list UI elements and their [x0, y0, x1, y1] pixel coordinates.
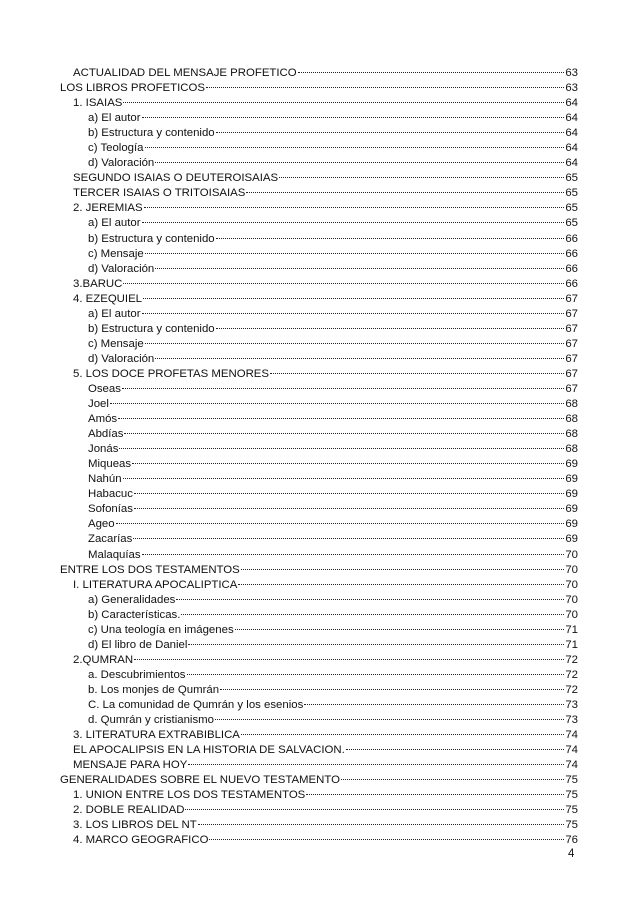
toc-entry-title: b) Estructura y contenido — [88, 127, 215, 140]
toc-entry-page: 69 — [565, 503, 578, 516]
dot-leader — [123, 467, 565, 482]
toc-entry[interactable] — [60, 497, 578, 516]
toc-entry[interactable] — [60, 422, 578, 441]
dot-leader — [209, 828, 564, 843]
dot-leader — [279, 166, 564, 181]
toc-entry-page: 75 — [565, 804, 578, 817]
toc-entry-title: a) El autor — [88, 217, 141, 230]
toc-entry-page: 66 — [565, 247, 578, 260]
toc-entry[interactable] — [60, 106, 578, 125]
dot-leader — [198, 813, 565, 828]
toc-entry-title: d. Qumrán y cristianismo — [88, 714, 214, 727]
toc-entry-page: 65 — [565, 187, 578, 200]
toc-entry-title: a) El autor — [88, 112, 141, 125]
toc-entry-title: Miqueas — [88, 458, 132, 471]
toc-entry-page: 73 — [565, 698, 578, 711]
toc-entry[interactable] — [60, 272, 578, 290]
dot-leader — [132, 452, 564, 467]
toc-entry-title: Jonás — [88, 443, 119, 456]
dot-leader — [123, 91, 564, 106]
toc-entry-title: c) Mensaje — [88, 337, 144, 350]
toc-entry-page: 67 — [565, 382, 578, 395]
toc-entry-page: 65 — [565, 217, 578, 230]
toc-entry-title: I. LITERATURA APOCALIPTICA — [73, 578, 238, 591]
dot-leader — [134, 497, 564, 512]
dot-leader — [215, 708, 564, 723]
toc-entry-title: c) Mensaje — [88, 247, 144, 260]
toc-entry-title: GENERALIDADES SOBRE EL NUEVO TESTAMENTO — [60, 774, 340, 787]
toc-entry[interactable] — [60, 467, 578, 486]
toc-entry-title: c) Una teología en imágenes — [88, 623, 234, 636]
table-of-contents — [60, 61, 578, 847]
dot-leader — [220, 678, 564, 693]
page-number: 4 — [568, 848, 575, 860]
toc-entry-title: a. Descubrimientos — [88, 668, 186, 681]
toc-entry-title: a) Generalidades — [88, 593, 176, 606]
dot-leader — [110, 392, 564, 407]
toc-entry[interactable] — [60, 287, 578, 305]
dot-leader — [216, 121, 565, 136]
dot-leader — [181, 603, 564, 618]
toc-entry-title: SEGUNDO ISAIAS O DEUTEROISAIAS — [73, 172, 279, 185]
dot-leader — [241, 558, 565, 573]
toc-entry[interactable] — [60, 527, 578, 546]
toc-entry-title: Zacarías — [88, 533, 133, 546]
dot-leader — [238, 573, 564, 588]
toc-entry-title: Habacuc — [88, 488, 133, 501]
toc-entry-page: 64 — [565, 142, 578, 155]
toc-entry-page: 70 — [565, 578, 578, 591]
toc-entry[interactable] — [60, 61, 578, 79]
toc-entry-title: Oseas — [88, 382, 121, 395]
toc-entry-page: 71 — [565, 623, 578, 636]
toc-entry-page: 67 — [565, 352, 578, 365]
toc-entry-page: 63 — [565, 67, 578, 79]
toc-entry-page: 72 — [565, 653, 578, 666]
toc-entry-page: 64 — [565, 112, 578, 125]
toc-entry[interactable] — [60, 482, 578, 501]
dot-leader — [216, 317, 565, 332]
toc-entry[interactable] — [60, 543, 578, 561]
dot-leader — [116, 512, 565, 527]
dot-leader — [241, 723, 564, 738]
toc-entry-page: 67 — [565, 337, 578, 350]
toc-entry-page: 69 — [565, 518, 578, 531]
toc-entry-title: 1. ISAIAS — [73, 97, 123, 110]
toc-entry-page: 68 — [565, 413, 578, 426]
toc-entry-title: ACTUALIDAD DEL MENSAJE PROFETICO — [73, 67, 297, 79]
toc-entry-title: Malaquías — [88, 548, 141, 561]
toc-entry-page: 67 — [565, 307, 578, 320]
dot-leader — [155, 151, 564, 166]
toc-entry-title: 3. LITERATURA EXTRABIBLICA — [73, 729, 240, 742]
dot-leader — [134, 648, 564, 663]
toc-entry-title: Sofonías — [88, 503, 133, 516]
toc-entry-page: 75 — [565, 774, 578, 787]
dot-leader — [216, 227, 565, 242]
toc-entry-title: ENTRE LOS DOS TESTAMENTOS — [60, 563, 240, 576]
toc-entry[interactable] — [60, 377, 578, 395]
toc-entry-page: 66 — [565, 277, 578, 290]
toc-entry-title: d) Valoración — [88, 352, 155, 365]
dot-leader — [142, 302, 565, 317]
toc-entry-page: 63 — [565, 82, 578, 95]
dot-leader — [143, 287, 564, 302]
dot-leader — [304, 693, 564, 708]
toc-entry-title: a) El autor — [88, 307, 141, 320]
toc-entry-title: 1. UNION ENTRE LOS DOS TESTAMENTOS — [73, 789, 306, 802]
toc-entry-page: 71 — [565, 638, 578, 651]
toc-entry-title: 5. LOS DOCE PROFETAS MENORES — [73, 367, 269, 380]
toc-entry-page: 67 — [565, 367, 578, 380]
dot-leader — [346, 738, 565, 753]
toc-entry[interactable] — [60, 437, 578, 456]
toc-entry-title: Ageo — [88, 518, 115, 531]
dot-leader — [188, 753, 564, 768]
toc-entry-page: 73 — [565, 714, 578, 727]
dot-leader — [118, 407, 564, 422]
toc-entry-page: 72 — [565, 683, 578, 696]
dot-leader — [123, 272, 564, 287]
toc-entry[interactable] — [60, 663, 578, 681]
toc-entry-title: d) Valoración — [88, 262, 155, 275]
toc-entry-title: C. La comunidad de Qumrán y los esenios — [88, 698, 304, 711]
toc-entry-title: b) Estructura y contenido — [88, 322, 215, 335]
toc-entry-page: 64 — [565, 127, 578, 140]
dot-leader — [119, 437, 564, 452]
dot-leader — [298, 61, 565, 76]
toc-entry-page: 69 — [565, 488, 578, 501]
toc-entry[interactable] — [60, 91, 578, 110]
toc-entry-title: 2. DOBLE REALIDAD — [73, 804, 185, 817]
toc-entry-page: 70 — [565, 548, 578, 561]
dot-leader — [187, 663, 565, 678]
dot-leader — [142, 211, 565, 226]
toc-entry-page: 72 — [565, 668, 578, 681]
toc-entry-title: c) Teología — [88, 142, 144, 155]
toc-entry-page: 67 — [565, 322, 578, 335]
toc-entry-page: 66 — [565, 262, 578, 275]
toc-entry-page: 64 — [565, 97, 578, 110]
toc-entry[interactable] — [60, 648, 578, 666]
dot-leader — [134, 482, 564, 497]
toc-entry-page: 70 — [565, 608, 578, 621]
toc-entry-page: 68 — [565, 428, 578, 441]
dot-leader — [155, 347, 564, 362]
toc-entry-page: 76 — [565, 834, 578, 847]
toc-entry-title: b) Estructura y contenido — [88, 232, 215, 245]
dot-leader — [185, 798, 564, 813]
toc-entry-title: Joel — [88, 398, 109, 411]
toc-entry-title: b. Los monjes de Qumrán — [88, 683, 220, 696]
toc-entry-page: 70 — [565, 563, 578, 576]
toc-entry[interactable] — [60, 512, 578, 531]
toc-entry-title: TERCER ISAIAS O TRITOISAIAS — [73, 187, 246, 200]
dot-leader — [341, 768, 564, 783]
dot-leader — [246, 181, 564, 196]
toc-entry-page: 74 — [565, 759, 578, 772]
toc-entry-page: 74 — [565, 744, 578, 757]
dot-leader — [306, 783, 564, 798]
toc-entry[interactable] — [60, 452, 578, 471]
dot-leader — [122, 377, 564, 392]
toc-entry-title: b) Características. — [88, 608, 181, 621]
dot-leader — [133, 527, 564, 542]
dot-leader — [235, 618, 565, 633]
toc-entry-page: 69 — [565, 473, 578, 486]
toc-entry-page: 65 — [565, 172, 578, 185]
toc-entry-title: 2. JEREMIAS — [73, 202, 143, 215]
toc-entry-title: LOS LIBROS PROFETICOS — [60, 82, 205, 95]
toc-entry-title: Amós — [88, 413, 118, 426]
toc-entry-page: 66 — [565, 232, 578, 245]
toc-entry-page: 67 — [565, 292, 578, 305]
dot-leader — [176, 588, 564, 603]
dot-leader — [145, 242, 565, 257]
toc-entry-page: 64 — [565, 157, 578, 170]
dot-leader — [142, 106, 565, 121]
toc-entry-title: MENSAJE PARA HOY — [73, 759, 188, 772]
dot-leader — [188, 633, 564, 648]
toc-entry-title: d) Valoración — [88, 157, 155, 170]
toc-entry-title: 3.BARUC — [73, 277, 123, 290]
toc-entry-title: 4. EZEQUIEL — [73, 292, 143, 305]
toc-entry-title: Nahún — [88, 473, 122, 486]
toc-entry-page: 75 — [565, 789, 578, 802]
toc-entry-page: 75 — [565, 819, 578, 832]
toc-entry-title: 4. MARCO GEOGRAFICO — [73, 834, 209, 847]
toc-entry-title: 3. LOS LIBROS DEL NT — [73, 819, 197, 832]
toc-entry-page: 74 — [565, 729, 578, 742]
dot-leader — [124, 422, 564, 437]
toc-entry-page: 68 — [565, 443, 578, 456]
dot-leader — [206, 76, 564, 91]
dot-leader — [155, 257, 564, 272]
toc-entry-page: 70 — [565, 593, 578, 606]
toc-entry[interactable] — [60, 407, 578, 426]
toc-entry-page: 65 — [565, 202, 578, 215]
dot-leader — [145, 332, 565, 347]
toc-entry-page: 69 — [565, 458, 578, 471]
toc-entry-page: 69 — [565, 533, 578, 546]
toc-entry-title: 2.QUMRAN — [73, 653, 134, 666]
dot-leader — [144, 196, 565, 211]
toc-entry-page: 68 — [565, 398, 578, 411]
toc-entry-title: d) El libro de Daniel — [88, 638, 188, 651]
toc-entry-title: Abdías — [88, 428, 124, 441]
dot-leader — [270, 362, 564, 377]
dot-leader — [142, 543, 565, 558]
toc-entry[interactable] — [60, 392, 578, 411]
toc-entry-title: EL APOCALIPSIS EN LA HISTORIA DE SALVACION. — [73, 744, 345, 757]
dot-leader — [145, 136, 565, 151]
